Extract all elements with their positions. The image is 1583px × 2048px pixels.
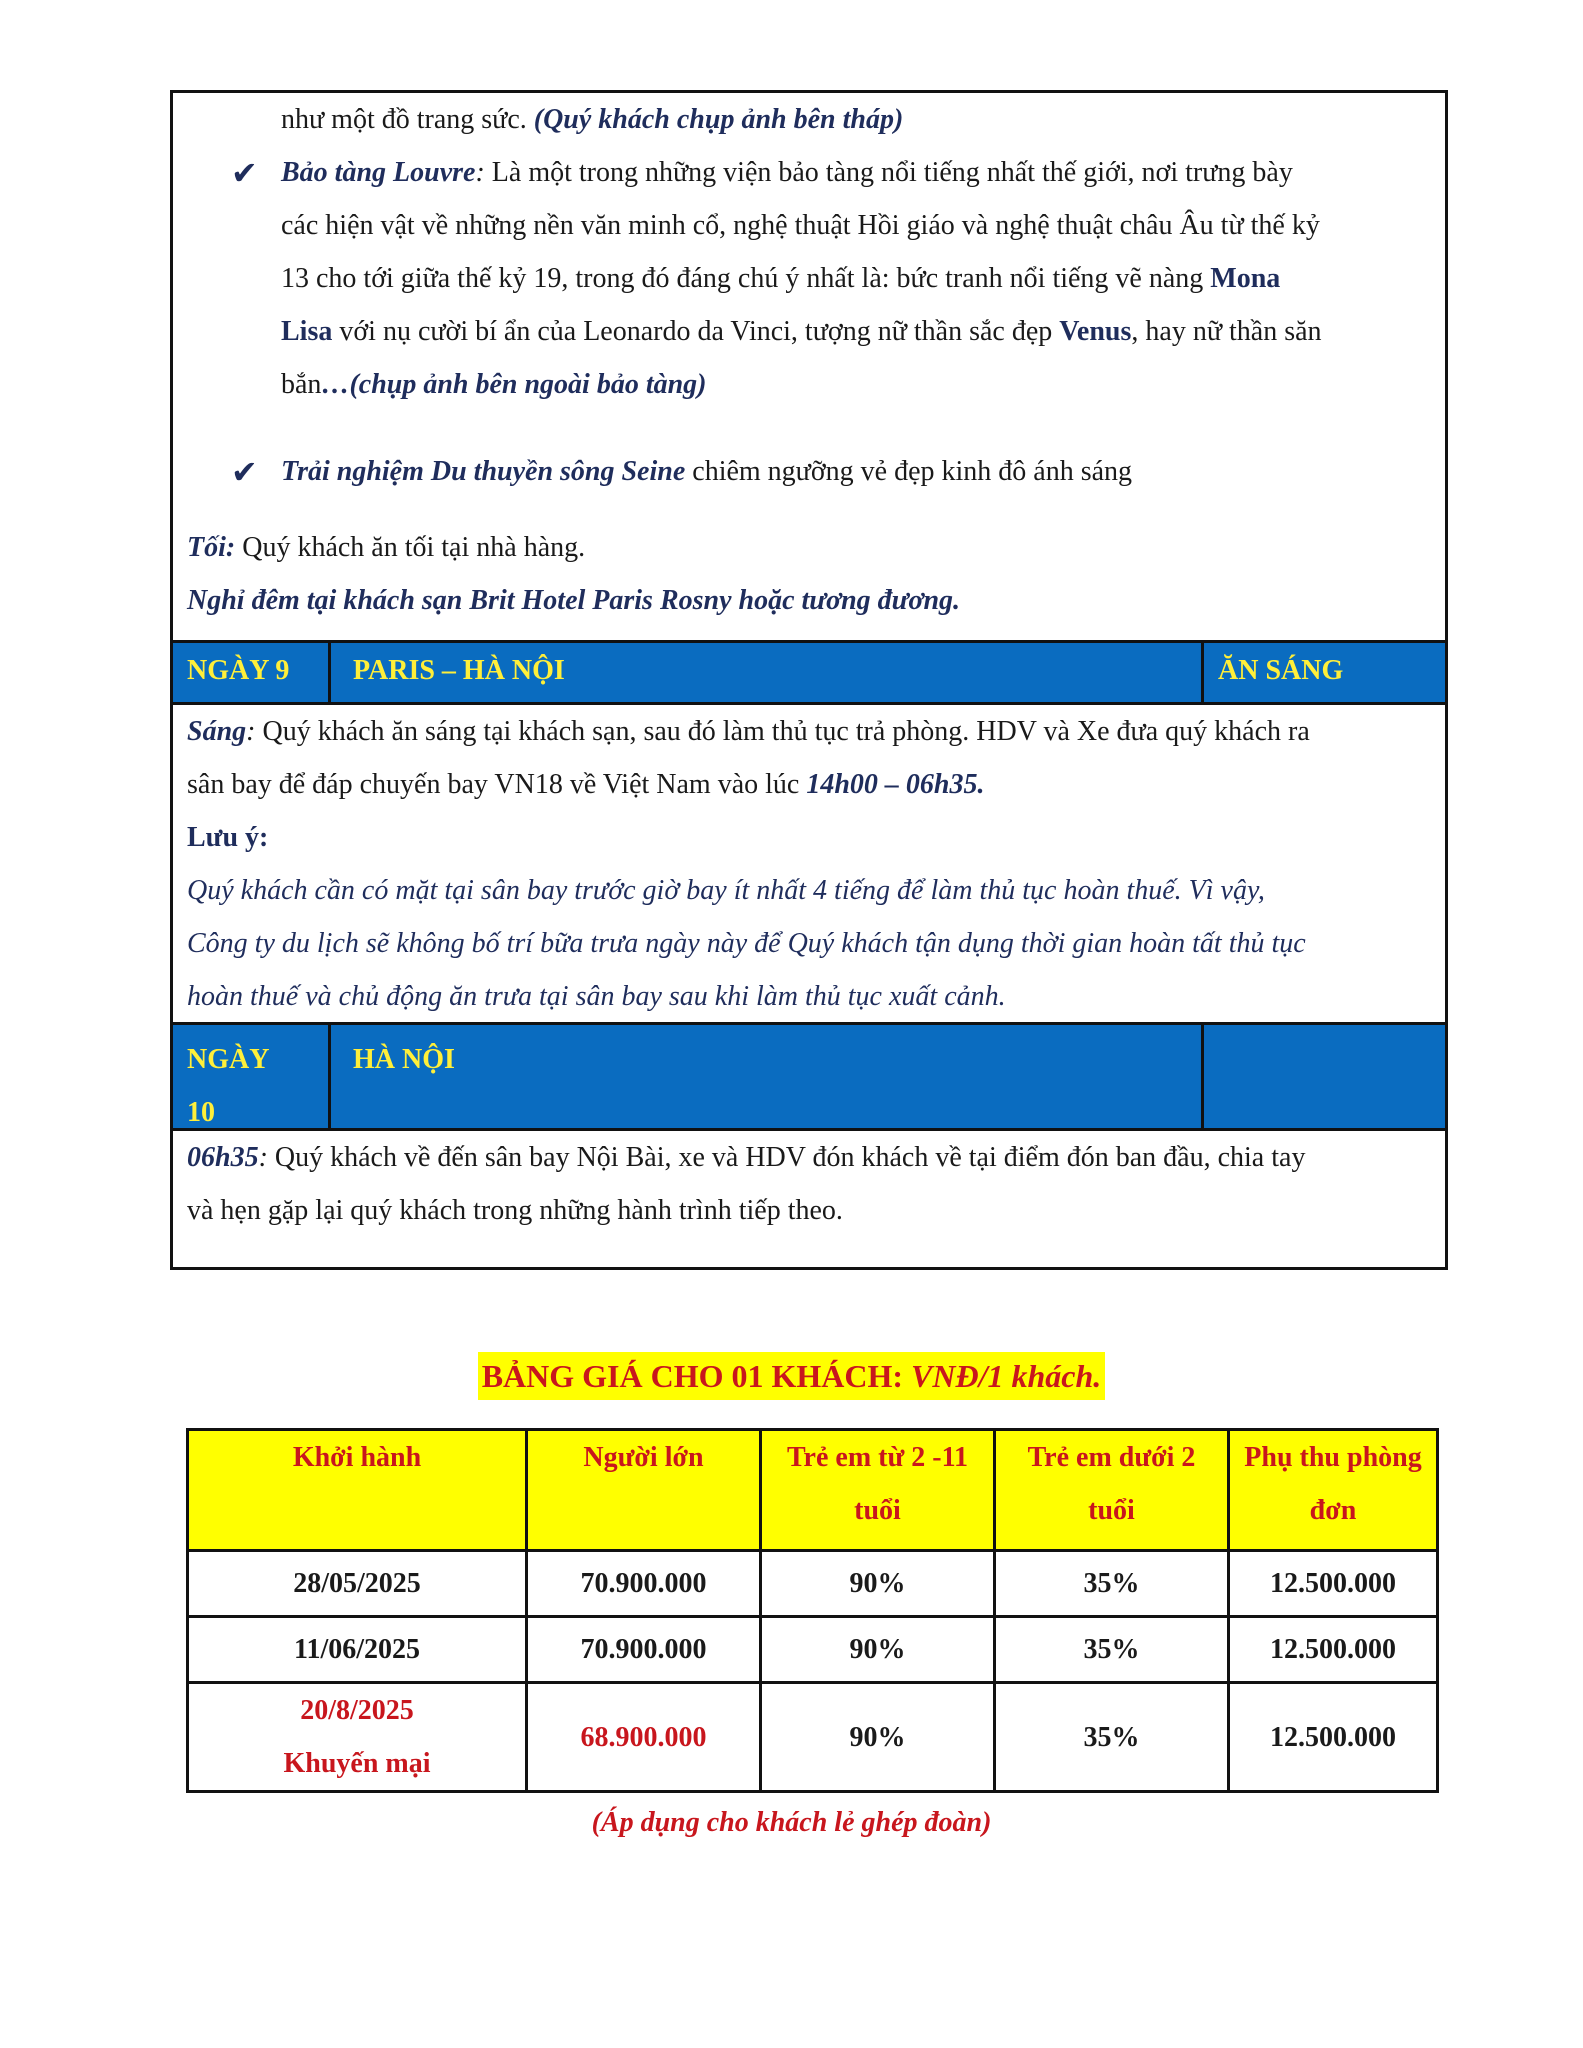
child-price: 90%: [761, 1683, 995, 1792]
louvre-line-2: các hiện vật về những nền văn minh cổ, nghệ thuật Hồi giáo và nghệ thuật châu Âu từ thế kỷ: [281, 210, 1320, 241]
header-infant: Trẻ em dưới 2 tuổi: [995, 1430, 1229, 1551]
overnight-text: Nghỉ đêm tại khách sạn Brit Hotel Paris Rosny hoặc tương đương.: [187, 585, 961, 616]
price-table: [186, 1428, 1439, 1793]
price-title-text: BẢNG GIÁ CHO 01 KHÁCH:: [481, 1358, 912, 1394]
day9-meal: ĂN SÁNG: [1218, 655, 1344, 686]
louvre-line-1: [281, 146, 1435, 199]
promo-label: Khuyến mại: [283, 1748, 431, 1779]
intro-note: (Quý khách chụp ảnh bên tháp): [533, 104, 904, 135]
note-line-3: hoàn thuế và chủ động ăn trưa tại sân bay sau khi làm thủ tục xuất cảnh.: [187, 981, 1006, 1012]
louvre-text-4a: với nụ cười bí ẩn của Leonardo da Vinci, tượng nữ thần sắc đẹp: [332, 316, 1060, 347]
adult-price: 70.900.000: [527, 1617, 761, 1683]
day10-header: [173, 1022, 1445, 1131]
arrival-time: 06h35: [187, 1142, 259, 1173]
seine-text: chiêm ngưỡng vẻ đẹp kinh đô ánh sáng: [685, 456, 1133, 487]
day9-text-1: Quý khách ăn sáng tại khách sạn, sau đó làm thủ tục trả phòng. HDV và Xe đưa quý khách ra: [255, 716, 1310, 747]
day9-header: [173, 640, 1445, 705]
mona-text: Mona: [1210, 263, 1281, 294]
seine-line: [281, 445, 1431, 498]
price-title-unit: VNĐ/1 khách.: [911, 1358, 1102, 1394]
flight-time: 14h00 – 06h35.: [806, 769, 985, 800]
day10-label-line2: 10: [187, 1097, 215, 1128]
day9-label: NGÀY 9: [173, 643, 331, 702]
header-child-2-11: Trẻ em từ 2 -11 tuổi: [761, 1430, 995, 1551]
single-supplement: 12.500.000: [1229, 1683, 1438, 1792]
departure-date: 11/06/2025: [188, 1617, 527, 1683]
seine-name: Trải nghiệm Du thuyền sông Seine: [281, 456, 686, 487]
departure-date: [188, 1683, 527, 1792]
departure-date: 28/05/2025: [188, 1551, 527, 1617]
louvre-line-5: [281, 358, 1435, 411]
day9-line-2: [187, 758, 1433, 811]
intro-text: như một đồ trang sức.: [281, 104, 534, 135]
day10-line-2: và hẹn gặp lại quý khách trong những hành trình tiếp theo.: [187, 1195, 843, 1226]
infant-price: 35%: [995, 1617, 1229, 1683]
intro-line: [281, 93, 1431, 146]
louvre-line-4: [281, 305, 1435, 358]
child-price: 90%: [761, 1617, 995, 1683]
checkmark-icon: ✔: [231, 154, 258, 192]
price-title-wrap: [0, 1352, 1583, 1400]
checkmark-icon: ✔: [231, 453, 258, 491]
day9-body: [187, 705, 1433, 1023]
note-label: Lưu ý:: [187, 822, 269, 853]
louvre-line-3: [281, 252, 1435, 305]
venus-text: Venus: [1059, 316, 1132, 347]
day10-meal: [1204, 1025, 1445, 1128]
header-departure: Khởi hành: [188, 1430, 527, 1551]
promo-date: 20/8/2025: [300, 1695, 414, 1726]
louvre-text-5a: bắn: [281, 369, 322, 400]
louvre-text-1: Là một trong những viện bảo tàng nổi tiếng nhất thế giới, nơi trưng bày: [484, 157, 1293, 188]
evening-line: [187, 521, 1427, 574]
table-row: [188, 1617, 1438, 1683]
itinerary-box: [170, 90, 1448, 1270]
price-header-row: [188, 1430, 1438, 1551]
louvre-name: Bảo tàng Louvre: [281, 157, 476, 188]
single-supplement: 12.500.000: [1229, 1551, 1438, 1617]
morning-label: Sáng: [187, 716, 247, 747]
child-price: 90%: [761, 1551, 995, 1617]
day10-label-line1: NGÀY: [187, 1044, 270, 1075]
day9-route: PARIS – HÀ NỘI: [331, 643, 1204, 702]
louvre-text-3: 13 cho tới giữa thế kỷ 19, trong đó đáng chú ý nhất là: bức tranh nổi tiếng vẽ nàng: [281, 263, 1204, 294]
day10-body: [187, 1131, 1433, 1237]
single-supplement: 12.500.000: [1229, 1617, 1438, 1683]
price-title: [478, 1352, 1106, 1400]
table-row: [188, 1551, 1438, 1617]
evening-label: Tối:: [187, 532, 236, 563]
evening-text: Quý khách ăn tối tại nhà hàng.: [235, 532, 586, 563]
note-line-2: Công ty du lịch sẽ không bố trí bữa trưa ngày này để Quý khách tận dụng thời gian hoàn tất thủ tục: [187, 928, 1306, 959]
day9-text-2: sân bay để đáp chuyến bay VN18 về Việt Nam vào lúc: [187, 769, 807, 800]
header-single-supplement: Phụ thu phòng đơn: [1229, 1430, 1438, 1551]
louvre-photo-note: …(chụp ảnh bên ngoài bảo tàng): [321, 369, 707, 400]
adult-price: 70.900.000: [527, 1551, 761, 1617]
day10-label: [173, 1025, 331, 1128]
lisa-text: Lisa: [281, 316, 333, 347]
day9-line-1: [187, 705, 1433, 758]
adult-price: 68.900.000: [527, 1683, 761, 1792]
price-footnote: (Áp dụng cho khách lẻ ghép đoàn): [591, 1807, 992, 1838]
day10-route: HÀ NỘI: [331, 1025, 1204, 1128]
arrival-colon: :: [258, 1142, 268, 1173]
louvre-text-4b: , hay nữ thần săn: [1131, 316, 1322, 347]
note-line-1: Quý khách cần có mặt tại sân bay trước giờ bay ít nhất 4 tiếng để làm thủ tục hoàn thuế. Vì vậy,: [187, 875, 1265, 906]
day10-line-1: [187, 1131, 1433, 1184]
day10-text-1: Quý khách về đến sân bay Nội Bài, xe và HDV đón khách về tại điểm đón ban đầu, chia tay: [267, 1142, 1306, 1173]
table-row: [188, 1683, 1438, 1792]
morning-colon: :: [246, 716, 256, 747]
infant-price: 35%: [995, 1551, 1229, 1617]
louvre-colon: :: [475, 157, 485, 188]
louvre-paragraph: [281, 146, 1435, 411]
infant-price: 35%: [995, 1683, 1229, 1792]
header-adult: Người lớn: [527, 1430, 761, 1551]
